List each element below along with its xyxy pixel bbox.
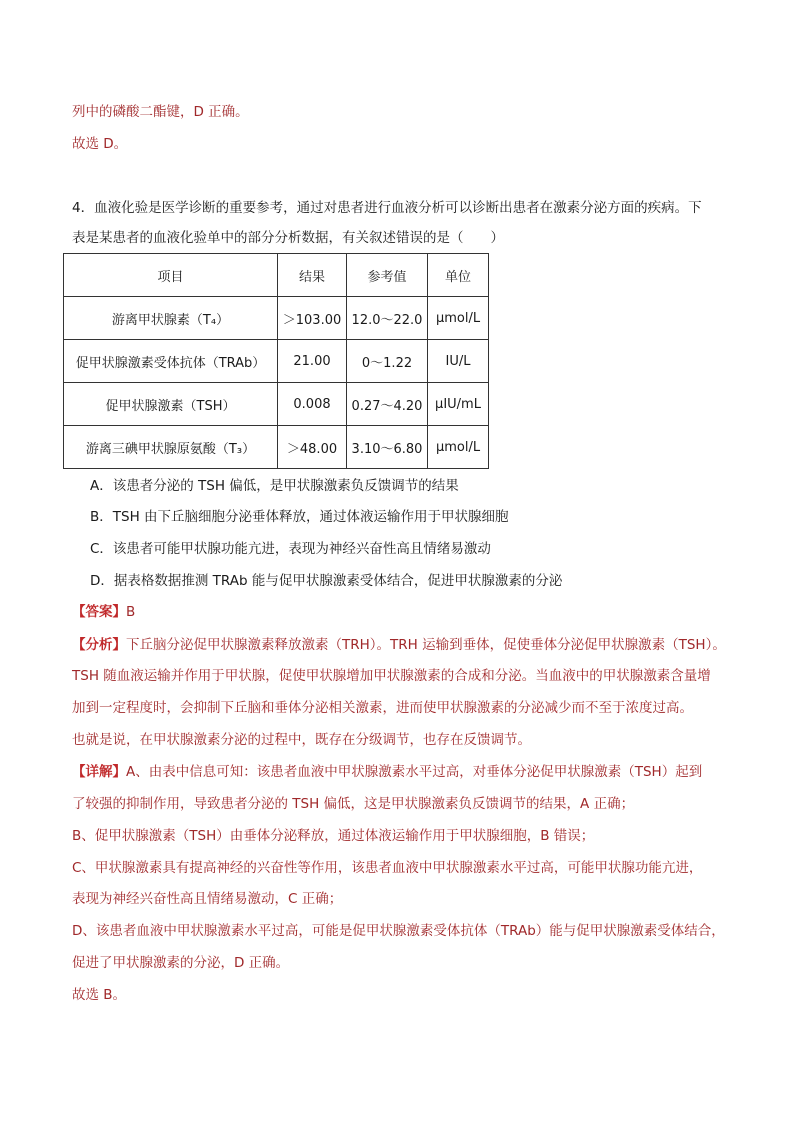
cell-result: ＞48.00 <box>278 426 347 469</box>
table-row <box>64 426 489 469</box>
table-row <box>64 297 489 340</box>
analysis-text-1: 下丘脑分泌促甲状腺激素释放激素（TRH）。TRH 运输到垂体，促使垂体分泌促甲状腺激素（TSH）。 <box>126 637 726 653</box>
detail-line-1 <box>72 762 702 782</box>
cell-reference: 3.10～6.80 <box>347 426 428 469</box>
cell-reference: 12.0～22.0 <box>347 297 428 340</box>
cell-result: ＞103.00 <box>278 297 347 340</box>
header-reference: 参考值 <box>347 254 428 297</box>
cell-reference: 0.27～4.20 <box>347 383 428 426</box>
option-b: B．TSH 由下丘脑细胞分泌垂体释放，通过体液运输作用于甲状腺细胞 <box>90 509 509 525</box>
answer-value: B <box>126 604 136 620</box>
header-unit: 单位 <box>428 254 489 297</box>
option-c: C．该患者可能甲状腺功能亢进，表现为神经兴奋性高且情绪易激动 <box>90 541 491 557</box>
analysis-line-4: 也就是说，在甲状腺激素分泌的过程中，既存在分级调节，也存在反馈调节。 <box>72 732 531 748</box>
detail-line-6: D、该患者血液中甲状腺激素水平过高，可能是促甲状腺激素受体抗体（TRAb）能与促甲状腺激素受体结合， <box>72 923 725 939</box>
cell-item: 游离甲状腺素（T₄） <box>64 297 278 340</box>
option-a: A．该患者分泌的 TSH 偏低，是甲状腺激素负反馈调节的结果 <box>90 478 459 494</box>
cell-unit: μIU/mL <box>428 383 489 426</box>
analysis-tag: 【分析】 <box>72 637 126 653</box>
table-header-row <box>64 254 489 297</box>
cell-unit: IU/L <box>428 340 489 383</box>
detail-line-4: C、甲状腺激素具有提高神经的兴奋性等作用，该患者血液中甲状腺激素水平过高，可能甲状腺功能亢进， <box>72 860 703 876</box>
header-result: 结果 <box>278 254 347 297</box>
cell-unit: μmol/L <box>428 426 489 469</box>
table-row <box>64 383 489 426</box>
cell-unit: μmol/L <box>428 297 489 340</box>
cell-reference: 0～1.22 <box>347 340 428 383</box>
cell-item: 促甲状腺激素（TSH） <box>64 383 278 426</box>
prev-answer-line-2: 故选 D。 <box>72 136 128 152</box>
analysis-line-1 <box>72 635 726 655</box>
cell-result: 0.008 <box>278 383 347 426</box>
cell-item: 促甲状腺激素受体抗体（TRAb） <box>64 340 278 383</box>
cell-result: 21.00 <box>278 340 347 383</box>
answer-tag: 【答案】 <box>72 604 126 620</box>
question-line-2: 表是某患者的血液化验单中的部分分析数据，有关叙述错误的是（ ） <box>72 230 504 246</box>
detail-text-1: A、由表中信息可知：该患者血液中甲状腺激素水平过高，对垂体分泌促甲状腺激素（TSH）起到 <box>126 764 703 780</box>
detail-line-3: B、促甲状腺激素（TSH）由垂体分泌释放，通过体液运输作用于甲状腺细胞，B 错误； <box>72 828 595 844</box>
analysis-line-3: 加到一定程度时，会抑制下丘脑和垂体分泌相关激素，进而使甲状腺激素的分泌减少而不至于浓度过高。 <box>72 700 693 716</box>
detail-tag: 【详解】 <box>72 764 126 780</box>
conclusion-line: 故选 B。 <box>72 987 127 1003</box>
lab-results-table <box>63 253 489 469</box>
answer-line <box>72 602 135 622</box>
option-d: D．据表格数据推测 TRAb 能与促甲状腺激素受体结合，促进甲状腺激素的分泌 <box>90 573 563 589</box>
detail-line-5: 表现为神经兴奋性高且情绪易激动，C 正确； <box>72 891 343 907</box>
table-row <box>64 340 489 383</box>
question-line-1: 4．血液化验是医学诊断的重要参考，通过对患者进行血液分析可以诊断出患者在激素分泌方面的疾病。下 <box>72 200 702 216</box>
detail-line-2: 了较强的抑制作用，导致患者分泌的 TSH 偏低，这是甲状腺激素负反馈调节的结果，A 正确； <box>72 796 635 812</box>
prev-answer-line-1: 列中的磷酸二酯键，D 正确。 <box>72 104 249 120</box>
detail-line-7: 促进了甲状腺激素的分泌，D 正确。 <box>72 955 290 971</box>
header-item: 项目 <box>64 254 278 297</box>
cell-item: 游离三碘甲状腺原氨酸（T₃） <box>64 426 278 469</box>
analysis-line-2: TSH 随血液运输并作用于甲状腺，促使甲状腺增加甲状腺激素的合成和分泌。当血液中的甲状腺激素含量增 <box>72 668 711 684</box>
